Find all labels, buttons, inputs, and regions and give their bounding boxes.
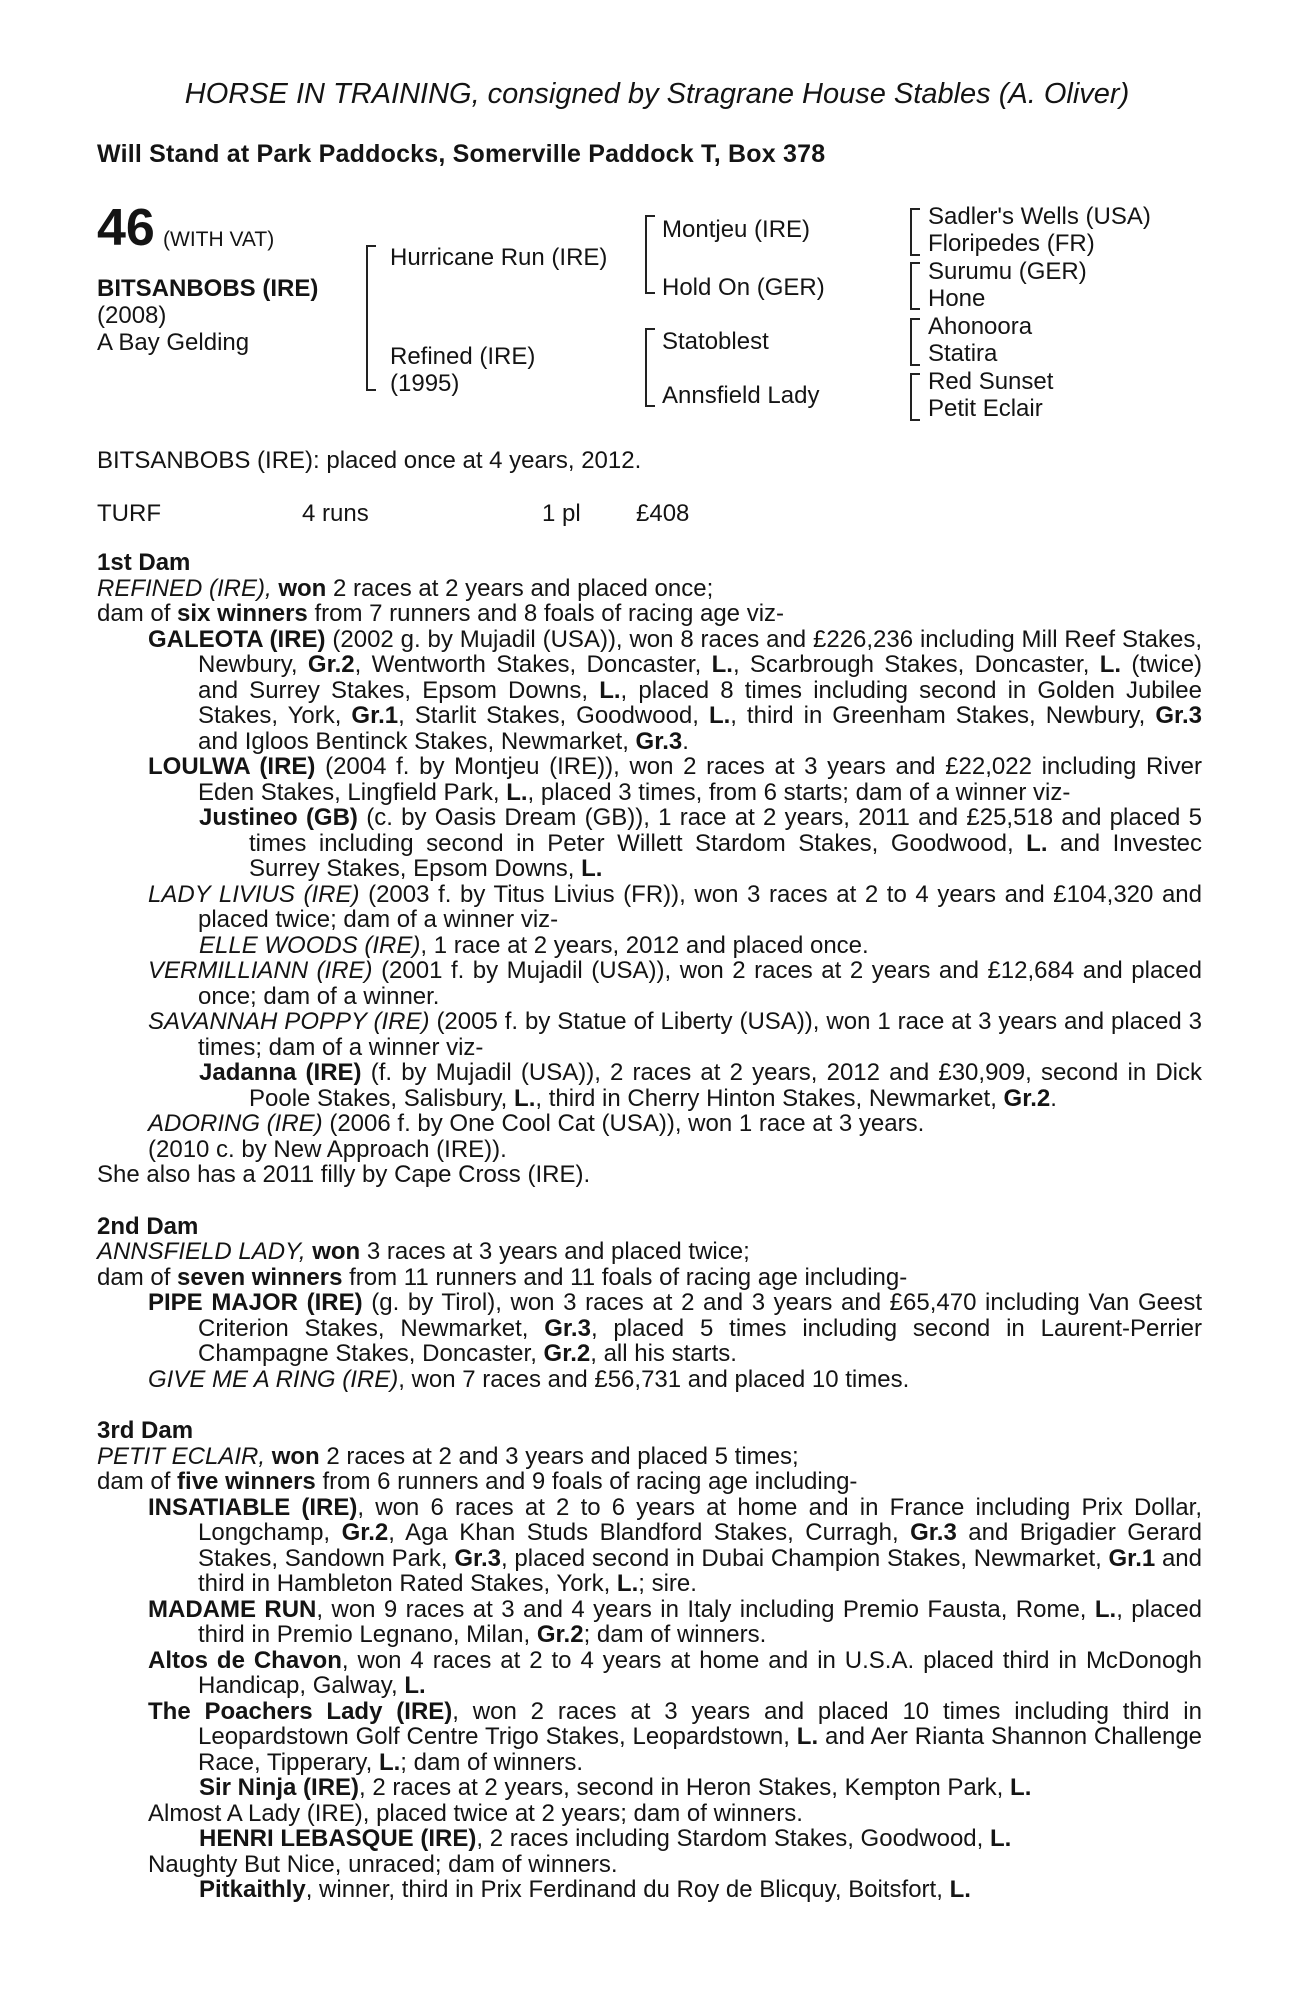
pedigree-sire-dam: Hold On (GER) [662, 274, 825, 301]
third-dam-produce-line: dam of five winners from 6 runners and 9 foals of racing age including- [97, 1468, 858, 1495]
vat-note: (WITH VAT) [163, 228, 275, 251]
horse-year: (2008) [97, 302, 167, 329]
pedigree-dam: Refined (IRE) [390, 343, 536, 370]
produce-entry-almost-a-lady: Almost A Lady (IRE), placed twice at 2 years; dam of winners. [148, 1799, 803, 1827]
record-surface: TURF [97, 500, 161, 527]
produce-entry-madame-run: MADAME RUN, won 9 races at 3 and 4 years in Italy including Premio Fausta, Rome, L., placed third in Premio Legnano, Milan, Gr.2; dam of winners. [148, 1595, 1203, 1648]
produce-entry-henri-lebasque: HENRI LEBASQUE (IRE), 2 races including Stardom Stakes, Goodwood, L. [199, 1825, 1012, 1852]
produce-entry-poachers-lady: The Poachers Lady (IRE), won 2 races at 3 years and placed 10 times including third in Leopardstown Golf Centre Trigo Stakes, Leopardstown, L. and Aer Rianta Shannon Challenge Race, Tipperary, L.; dam of winners. [148, 1697, 1203, 1776]
horse-name: BITSANBOBS (IRE) [97, 275, 319, 302]
pedigree-g4-8: Petit Eclair [928, 395, 1043, 422]
produce-entry-lady-livius: LADY LIVIUS (IRE) (2003 f. by Titus Livius (FR)), won 3 races at 2 to 4 years and £104,320 and placed twice; dam of a winner viz- [148, 880, 1203, 933]
produce-entry-justineo: Justineo (GB) (c. by Oasis Dream (GB)), 1 race at 2 years, 2011 and £25,518 and placed 5 times including second in Peter Willett Stardom Stakes, Goodwood, L. and Investec Surrey Stakes, Epsom Downs, L. [199, 804, 1203, 882]
second-dam-produce-line: dam of seven winners from 11 runners and 11 foals of racing age including- [97, 1263, 908, 1291]
stable-location: Will Stand at Park Paddocks, Somerville Paddock T, Box 378 [97, 140, 826, 168]
produce-entry-give-me-a-ring: GIVE ME A RING (IRE), won 7 races and £56,731 and placed 10 times. [148, 1365, 910, 1393]
section-heading-3rd-dam: 3rd Dam [97, 1417, 194, 1444]
pedigree-brace-dam [645, 328, 655, 407]
record-placings: 1 pl [542, 500, 581, 527]
pedigree-brace-main [366, 245, 376, 391]
produce-entry-sir-ninja: Sir Ninja (IRE), 2 races at 2 years, second in Heron Stakes, Kempton Park, L. [199, 1774, 1032, 1801]
pedigree-g4-7: Red Sunset [928, 368, 1054, 395]
pedigree-g4-2: Floripedes (FR) [928, 230, 1095, 257]
pedigree-sire-sire: Montjeu (IRE) [662, 216, 811, 243]
pedigree-brace-g4-3 [910, 318, 920, 366]
produce-entry-pipe-major: PIPE MAJOR (IRE) (g. by Tirol), won 3 races at 2 and 3 years and £65,470 including Van Geest Criterion Stakes, Newmarket, Gr.3, placed 5 times including second in Laurent-Perrier Champagne Stakes, Doncaster, Gr.2, all his starts. [148, 1289, 1202, 1367]
produce-entry-pitkaithly: Pitkaithly, winner, third in Prix Ferdinand du Roy de Blicquy, Boitsfort, L. [199, 1876, 971, 1903]
produce-entry-altos-de-chavon: Altos de Chavon, won 4 races at 2 to 4 years at home and in U.S.A. placed third in McDonogh Handicap, Galway, L. [148, 1646, 1203, 1699]
produce-entry-vermilliann: VERMILLIANN (IRE) (2001 f. by Mujadil (USA)), won 2 races at 2 years and £12,684 and placed once; dam of a winner. [148, 957, 1202, 1010]
produce-entry-galeota: GALEOTA (IRE) (2002 g. by Mujadil (USA)), won 8 races and £226,236 including Mill Reef Stakes, Newbury, Gr.2, Wentworth Stakes, Doncaster, L., Scarbrough Stakes, Doncaster, L. (twice) and Surrey Stakes, Epsom Downs, L., placed 8 times including second in Golden Jubilee Stakes, York, Gr.1, Starlit Stakes, Goodwood, L., third in Greenham Stakes, Newbury, Gr.3 and Igloos Bentinck Stakes, Newmarket, Gr.3. [148, 625, 1203, 755]
race-record-summary: BITSANBOBS (IRE): placed once at 4 years, 2012. [97, 447, 642, 474]
produce-entry-adoring: ADORING (IRE) (2006 f. by One Cool Cat (USA)), won 1 race at 3 years. [148, 1110, 925, 1137]
pedigree-g4-6: Statira [928, 340, 998, 367]
pedigree-g4-1: Sadler's Wells (USA) [928, 203, 1151, 230]
first-dam-line: REFINED (IRE), won 2 races at 2 years and placed once; [97, 574, 714, 602]
pedigree-brace-g4-2 [910, 262, 920, 310]
pedigree-brace-g4-1 [910, 208, 920, 256]
record-earnings: £408 [636, 500, 690, 527]
pedigree-brace-sire [645, 215, 655, 294]
produce-entry-jadanna: Jadanna (IRE) (f. by Mujadil (USA)), 2 races at 2 years, 2012 and £30,909, second in Dick Poole Stakes, Salisbury, L., third in Cherry Hinton Stakes, Newmarket, Gr.2. [199, 1059, 1203, 1112]
lot-number: 46 [97, 199, 155, 257]
produce-entry-savannah-poppy: SAVANNAH POPPY (IRE) (2005 f. by Statue of Liberty (USA)), won 1 race at 3 years and placed 3 times; dam of a winner viz- [148, 1008, 1203, 1061]
pedigree-dam-dam: Annsfield Lady [662, 382, 820, 409]
produce-entry-naughty-but-nice: Naughty But Nice, unraced; dam of winners. [148, 1850, 618, 1878]
pedigree-g4-4: Hone [928, 285, 986, 312]
pedigree-dam-sire: Statoblest [662, 328, 769, 355]
record-runs: 4 runs [302, 500, 369, 527]
pedigree-brace-g4-4 [910, 373, 920, 421]
produce-entry-insatiable: INSATIABLE (IRE), won 6 races at 2 to 6 years at home and in France including Prix Dollar, Longchamp, Gr.2, Aga Khan Studs Blandford Stakes, Curragh, Gr.3 and Brigadier Gerard Stakes, Sandown Park, Gr.3, placed second in Dubai Champion Stakes, Newmarket, Gr.1 and third in Hambleton Rated Stakes, York, L.; sire. [148, 1493, 1203, 1597]
pedigree-g4-5: Ahonoora [928, 313, 1033, 340]
third-dam-line: PETIT ECLAIR, won 2 races at 2 and 3 years and placed 5 times; [97, 1442, 799, 1470]
horse-description: A Bay Gelding [97, 329, 250, 356]
second-dam-line: ANNSFIELD LADY, won 3 races at 3 years and placed twice; [97, 1238, 750, 1265]
produce-entry-elle-woods: ELLE WOODS (IRE), 1 race at 2 years, 2012 and placed once. [199, 931, 869, 959]
pedigree-g4-3: Surumu (GER) [928, 258, 1087, 285]
page-title: HORSE IN TRAINING, consigned by Stragrane House Stables (A. Oliver) [184, 78, 1130, 110]
section-heading-1st-dam: 1st Dam [97, 549, 191, 576]
produce-entry-loulwa: LOULWA (IRE) (2004 f. by Montjeu (IRE)), won 2 races at 3 years and £22,022 including River Eden Stakes, Lingfield Park, L., placed 3 times, from 6 starts; dam of a winner viz- [148, 753, 1202, 806]
produce-entry-2011-filly: She also has a 2011 filly by Cape Cross (IRE). [97, 1161, 591, 1188]
pedigree-sire: Hurricane Run (IRE) [390, 244, 608, 271]
produce-entry-2010-colt: (2010 c. by New Approach (IRE)). [148, 1135, 507, 1163]
produce-record [97, 550, 1202, 1903]
pedigree-dam-year: (1995) [390, 370, 460, 397]
section-heading-2nd-dam: 2nd Dam [97, 1212, 199, 1240]
first-dam-produce-line: dam of six winners from 7 runners and 8 foals of racing age viz- [97, 600, 785, 627]
